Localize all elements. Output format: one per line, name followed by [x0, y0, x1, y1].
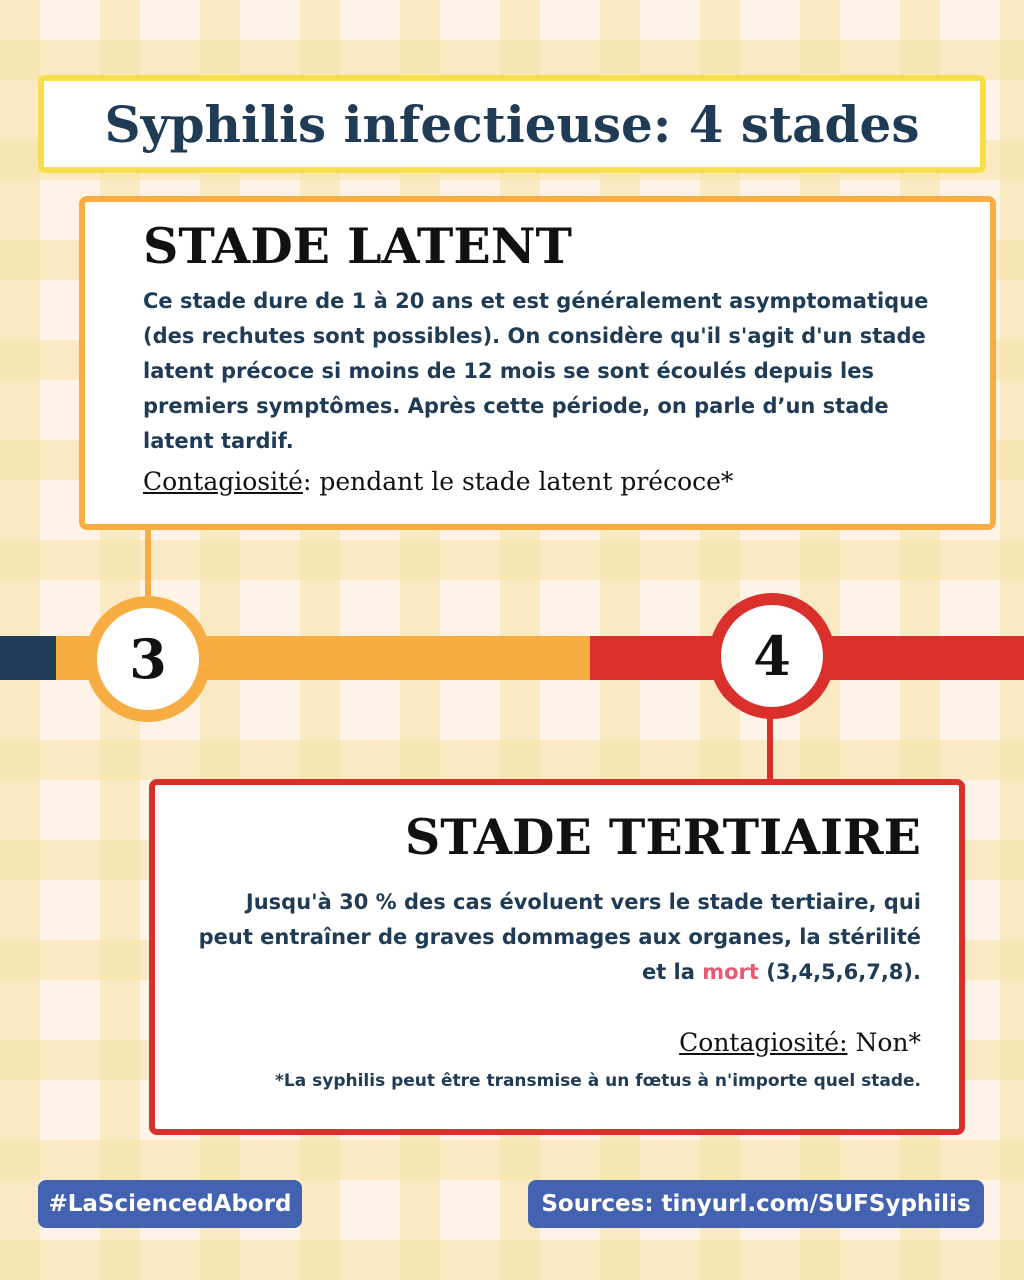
tertiary-contag-label: Contagiosité: [679, 1027, 848, 1057]
timeline-navy-segment [0, 636, 56, 680]
tertiary-footnote: *La syphilis peut être transmise à un fœtus à n'importe quel stade. [275, 1070, 921, 1091]
latent-heading: STADE LATENT [143, 217, 572, 275]
latent-contag-label: Contagiosité [143, 466, 303, 496]
stage-4-marker: 4 [709, 593, 835, 719]
title-banner [38, 75, 986, 173]
latent-description: Ce stade dure de 1 à 20 ans et est généralement asymptomatique (des rechutes sont possibles). On considère qu'il s'agit d'un stade latent précoce si moins de 12 mois se sont écoulés depuis les premiers symptômes. Après cette période, on parle d’un stade latent tardif. [143, 288, 929, 453]
tertiary-desc-highlight: mort [702, 959, 759, 984]
stage-3-marker: 3 [85, 596, 211, 722]
sources-link[interactable]: Sources: tinyurl.com/SUFSyphilis [528, 1180, 984, 1228]
tertiary-desc-part2: (3,4,5,6,7,8). [758, 959, 921, 984]
tertiary-contagiousness [185, 1028, 921, 1057]
tertiary-desc-part1: Jusqu'à 30 % des cas évoluent vers le stade tertiaire, qui peut entraîner de graves dommages aux organes, la stérilité et la [198, 889, 921, 984]
hashtag-badge: #LaSciencedAbord [38, 1180, 302, 1228]
latent-connector-line [145, 528, 151, 600]
tertiary-stage-card [149, 779, 965, 1135]
page-title: Syphilis infectieuse: 4 stades [104, 94, 920, 154]
tertiary-contag-value: Non* [847, 1027, 921, 1057]
tertiary-connector-line [767, 716, 773, 788]
latent-contagiousness [143, 467, 950, 496]
tertiary-description [185, 885, 921, 990]
latent-stage-card [79, 196, 996, 530]
tertiary-heading: STADE TERTIAIRE [404, 808, 921, 866]
latent-contag-value: : pendant le stade latent précoce* [302, 466, 734, 496]
